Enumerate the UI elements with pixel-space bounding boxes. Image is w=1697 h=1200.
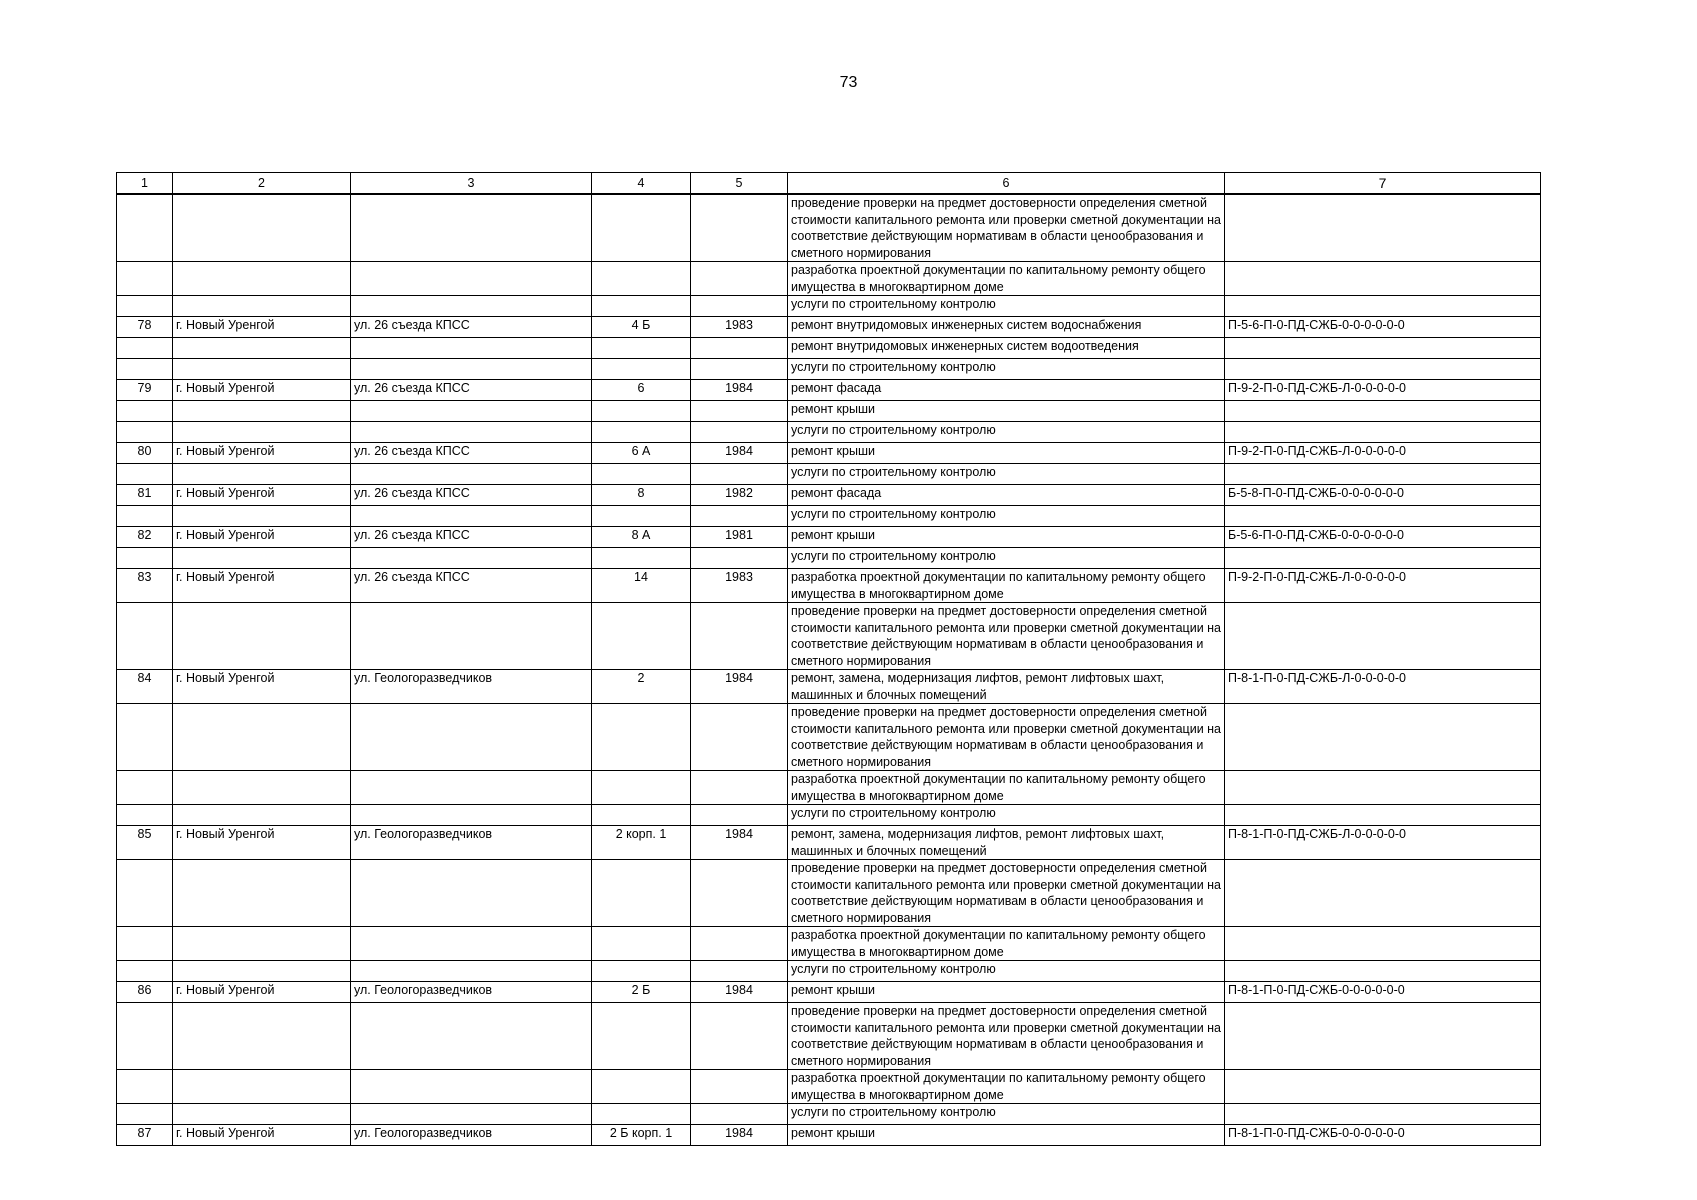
cell-street [351, 860, 592, 927]
cell-street: ул. Геологоразведчиков [351, 1125, 592, 1146]
cell-house-number [592, 506, 691, 527]
table-row [117, 527, 1541, 548]
register-table [116, 172, 1541, 1146]
cell-row-number [117, 805, 173, 826]
cell-street: ул. 26 съезда КПСС [351, 443, 592, 464]
cell-street [351, 464, 592, 485]
cell-house-number [592, 927, 691, 961]
cell-row-number: 83 [117, 569, 173, 603]
cell-row-number [117, 262, 173, 296]
cell-building-code: П-9-2-П-0-ПД-СЖБ-Л-0-0-0-0-0 [1225, 380, 1541, 401]
cell-city: г. Новый Уренгой [173, 569, 351, 603]
cell-house-number [592, 771, 691, 805]
cell-building-code [1225, 603, 1541, 670]
cell-work-type: ремонт крыши [788, 527, 1225, 548]
cell-building-code [1225, 422, 1541, 443]
cell-house-number [592, 401, 691, 422]
cell-work-type: проведение проверки на предмет достоверности определения сметной стоимости капитального ремонта или проверки сметной документации на соответствие действующим нормативам в области ценообразования и сметного нормирования [788, 603, 1225, 670]
cell-building-code: П-8-1-П-0-ПД-СЖБ-Л-0-0-0-0-0 [1225, 670, 1541, 704]
cell-year-built [691, 338, 788, 359]
cell-row-number: 80 [117, 443, 173, 464]
cell-year-built [691, 262, 788, 296]
column-header: 6 [788, 173, 1225, 195]
cell-house-number [592, 548, 691, 569]
cell-year-built [691, 1003, 788, 1070]
cell-year-built [691, 296, 788, 317]
cell-work-type: ремонт внутридомовых инженерных систем водоснабжения [788, 317, 1225, 338]
table-row [117, 704, 1541, 771]
cell-building-code [1225, 805, 1541, 826]
cell-work-type: услуги по строительному контролю [788, 805, 1225, 826]
table-row [117, 860, 1541, 927]
cell-street: ул. 26 съезда КПСС [351, 380, 592, 401]
cell-work-type: ремонт крыши [788, 401, 1225, 422]
cell-work-type: проведение проверки на предмет достоверности определения сметной стоимости капитального ремонта или проверки сметной документации на соответствие действующим нормативам в области ценообразования и сметного нормирования [788, 194, 1225, 262]
cell-building-code: П-8-1-П-0-ПД-СЖБ-0-0-0-0-0-0 [1225, 1125, 1541, 1146]
table-row [117, 805, 1541, 826]
cell-building-code [1225, 771, 1541, 805]
table-row [117, 961, 1541, 982]
cell-year-built: 1984 [691, 1125, 788, 1146]
cell-city: г. Новый Уренгой [173, 380, 351, 401]
cell-work-type: проведение проверки на предмет достоверности определения сметной стоимости капитального ремонта или проверки сметной документации на соответствие действующим нормативам в области ценообразования и сметного нормирования [788, 860, 1225, 927]
cell-row-number [117, 506, 173, 527]
cell-city [173, 359, 351, 380]
cell-work-type: ремонт внутридомовых инженерных систем водоотведения [788, 338, 1225, 359]
cell-row-number [117, 464, 173, 485]
table-row [117, 1003, 1541, 1070]
cell-year-built [691, 194, 788, 262]
cell-row-number: 84 [117, 670, 173, 704]
cell-house-number [592, 860, 691, 927]
cell-street: ул. 26 съезда КПСС [351, 527, 592, 548]
cell-year-built: 1981 [691, 527, 788, 548]
cell-city [173, 422, 351, 443]
cell-row-number [117, 1104, 173, 1125]
cell-street [351, 194, 592, 262]
cell-year-built [691, 927, 788, 961]
cell-row-number [117, 401, 173, 422]
cell-street [351, 262, 592, 296]
cell-row-number: 82 [117, 527, 173, 548]
cell-year-built [691, 805, 788, 826]
cell-row-number: 85 [117, 826, 173, 860]
table-row [117, 485, 1541, 506]
cell-city [173, 262, 351, 296]
cell-work-type: услуги по строительному контролю [788, 1104, 1225, 1125]
cell-house-number [592, 338, 691, 359]
table-row [117, 296, 1541, 317]
cell-work-type: проведение проверки на предмет достоверности определения сметной стоимости капитального ремонта или проверки сметной документации на соответствие действующим нормативам в области ценообразования и сметного нормирования [788, 704, 1225, 771]
cell-building-code [1225, 704, 1541, 771]
cell-city [173, 927, 351, 961]
cell-building-code: П-9-2-П-0-ПД-СЖБ-Л-0-0-0-0-0 [1225, 443, 1541, 464]
table-row [117, 194, 1541, 262]
cell-row-number [117, 548, 173, 569]
cell-house-number [592, 603, 691, 670]
cell-year-built: 1983 [691, 317, 788, 338]
table-row [117, 982, 1541, 1003]
cell-city [173, 805, 351, 826]
column-header: 4 [592, 173, 691, 195]
cell-city [173, 464, 351, 485]
cell-city [173, 860, 351, 927]
cell-street: ул. 26 съезда КПСС [351, 317, 592, 338]
cell-street [351, 927, 592, 961]
table-row [117, 506, 1541, 527]
cell-row-number [117, 704, 173, 771]
cell-street [351, 401, 592, 422]
column-header: 2 [173, 173, 351, 195]
cell-work-type: разработка проектной документации по капитальному ремонту общего имущества в многоквартирном доме [788, 1070, 1225, 1104]
cell-house-number [592, 464, 691, 485]
cell-building-code [1225, 548, 1541, 569]
table-row [117, 443, 1541, 464]
cell-city [173, 401, 351, 422]
cell-street: ул. 26 съезда КПСС [351, 485, 592, 506]
cell-year-built: 1984 [691, 982, 788, 1003]
cell-year-built [691, 464, 788, 485]
cell-city: г. Новый Уренгой [173, 1125, 351, 1146]
cell-work-type: ремонт крыши [788, 443, 1225, 464]
cell-street [351, 805, 592, 826]
cell-house-number [592, 1003, 691, 1070]
cell-house-number [592, 704, 691, 771]
cell-city: г. Новый Уренгой [173, 982, 351, 1003]
cell-building-code [1225, 296, 1541, 317]
cell-row-number [117, 961, 173, 982]
cell-house-number [592, 262, 691, 296]
cell-building-code: П-5-6-П-0-ПД-СЖБ-0-0-0-0-0-0 [1225, 317, 1541, 338]
cell-row-number [117, 860, 173, 927]
cell-building-code: П-9-2-П-0-ПД-СЖБ-Л-0-0-0-0-0 [1225, 569, 1541, 603]
table-row [117, 401, 1541, 422]
cell-city [173, 771, 351, 805]
cell-city [173, 506, 351, 527]
cell-year-built [691, 1104, 788, 1125]
cell-building-code [1225, 506, 1541, 527]
cell-house-number [592, 422, 691, 443]
cell-city: г. Новый Уренгой [173, 485, 351, 506]
table-row [117, 826, 1541, 860]
cell-building-code: П-8-1-П-0-ПД-СЖБ-Л-0-0-0-0-0 [1225, 826, 1541, 860]
table-row [117, 1104, 1541, 1125]
table-body [117, 194, 1541, 1146]
cell-city [173, 1070, 351, 1104]
cell-work-type: разработка проектной документации по капитальному ремонту общего имущества в многоквартирном доме [788, 771, 1225, 805]
cell-house-number: 2 Б корп. 1 [592, 1125, 691, 1146]
cell-street [351, 422, 592, 443]
table-row [117, 603, 1541, 670]
cell-row-number [117, 771, 173, 805]
cell-house-number [592, 1104, 691, 1125]
cell-house-number: 2 корп. 1 [592, 826, 691, 860]
cell-building-code [1225, 927, 1541, 961]
cell-row-number [117, 194, 173, 262]
cell-city: г. Новый Уренгой [173, 826, 351, 860]
cell-house-number: 8 [592, 485, 691, 506]
column-header: 3 [351, 173, 592, 195]
table-row [117, 569, 1541, 603]
cell-row-number [117, 1003, 173, 1070]
cell-street [351, 961, 592, 982]
table-row [117, 927, 1541, 961]
cell-row-number [117, 296, 173, 317]
cell-city [173, 704, 351, 771]
cell-building-code [1225, 262, 1541, 296]
table-row [117, 1070, 1541, 1104]
cell-street [351, 296, 592, 317]
cell-street: ул. 26 съезда КПСС [351, 569, 592, 603]
cell-house-number [592, 359, 691, 380]
cell-year-built [691, 359, 788, 380]
cell-work-type: ремонт, замена, модернизация лифтов, ремонт лифтовых шахт, машинных и блочных помещений [788, 670, 1225, 704]
cell-city [173, 1003, 351, 1070]
cell-year-built [691, 548, 788, 569]
cell-building-code [1225, 961, 1541, 982]
cell-work-type: услуги по строительному контролю [788, 961, 1225, 982]
cell-year-built [691, 1070, 788, 1104]
cell-year-built [691, 771, 788, 805]
cell-house-number: 14 [592, 569, 691, 603]
cell-building-code [1225, 338, 1541, 359]
cell-year-built: 1984 [691, 380, 788, 401]
cell-street [351, 1003, 592, 1070]
cell-house-number [592, 805, 691, 826]
cell-building-code [1225, 401, 1541, 422]
cell-house-number: 8 А [592, 527, 691, 548]
cell-city [173, 296, 351, 317]
cell-year-built [691, 704, 788, 771]
cell-year-built [691, 422, 788, 443]
cell-row-number: 78 [117, 317, 173, 338]
cell-row-number [117, 422, 173, 443]
cell-building-code [1225, 1070, 1541, 1104]
cell-city [173, 338, 351, 359]
cell-building-code [1225, 194, 1541, 262]
cell-building-code [1225, 359, 1541, 380]
cell-house-number: 6 [592, 380, 691, 401]
cell-city: г. Новый Уренгой [173, 527, 351, 548]
cell-row-number: 87 [117, 1125, 173, 1146]
cell-street: ул. Геологоразведчиков [351, 982, 592, 1003]
cell-row-number [117, 603, 173, 670]
cell-house-number: 2 [592, 670, 691, 704]
cell-year-built: 1983 [691, 569, 788, 603]
header-row [117, 173, 1541, 195]
table-row [117, 359, 1541, 380]
cell-work-type: услуги по строительному контролю [788, 359, 1225, 380]
cell-row-number: 79 [117, 380, 173, 401]
cell-year-built: 1984 [691, 443, 788, 464]
cell-house-number: 6 А [592, 443, 691, 464]
cell-building-code: П-8-1-П-0-ПД-СЖБ-0-0-0-0-0-0 [1225, 982, 1541, 1003]
cell-street: ул. Геологоразведчиков [351, 826, 592, 860]
cell-street [351, 771, 592, 805]
cell-building-code: Б-5-8-П-0-ПД-СЖБ-0-0-0-0-0-0 [1225, 485, 1541, 506]
cell-year-built: 1984 [691, 826, 788, 860]
cell-row-number: 81 [117, 485, 173, 506]
cell-work-type: ремонт крыши [788, 982, 1225, 1003]
cell-city [173, 1104, 351, 1125]
cell-house-number [592, 296, 691, 317]
cell-street: ул. Геологоразведчиков [351, 670, 592, 704]
cell-work-type: проведение проверки на предмет достоверности определения сметной стоимости капитального ремонта или проверки сметной документации на соответствие действующим нормативам в области ценообразования и сметного нормирования [788, 1003, 1225, 1070]
cell-work-type: услуги по строительному контролю [788, 422, 1225, 443]
cell-work-type: разработка проектной документации по капитальному ремонту общего имущества в многоквартирном доме [788, 569, 1225, 603]
table-row [117, 1125, 1541, 1146]
table-row [117, 262, 1541, 296]
cell-year-built: 1984 [691, 670, 788, 704]
table-row [117, 771, 1541, 805]
page-number: 73 [839, 74, 858, 91]
cell-building-code: Б-5-6-П-0-ПД-СЖБ-0-0-0-0-0-0 [1225, 527, 1541, 548]
cell-row-number [117, 927, 173, 961]
column-header: 5 [691, 173, 788, 195]
cell-street [351, 1104, 592, 1125]
cell-house-number: 4 Б [592, 317, 691, 338]
cell-street [351, 338, 592, 359]
cell-year-built [691, 961, 788, 982]
cell-house-number: 2 Б [592, 982, 691, 1003]
cell-building-code [1225, 860, 1541, 927]
cell-building-code [1225, 1104, 1541, 1125]
cell-street [351, 704, 592, 771]
cell-year-built [691, 506, 788, 527]
cell-work-type: услуги по строительному контролю [788, 548, 1225, 569]
cell-work-type: ремонт крыши [788, 1125, 1225, 1146]
cell-work-type: разработка проектной документации по капитальному ремонту общего имущества в многоквартирном доме [788, 262, 1225, 296]
cell-street [351, 506, 592, 527]
cell-year-built [691, 603, 788, 670]
cell-row-number [117, 359, 173, 380]
cell-city: г. Новый Уренгой [173, 443, 351, 464]
cell-row-number: 86 [117, 982, 173, 1003]
cell-house-number [592, 961, 691, 982]
column-header: 7 [1225, 173, 1541, 195]
cell-street [351, 548, 592, 569]
table-row [117, 422, 1541, 443]
cell-city: г. Новый Уренгой [173, 317, 351, 338]
cell-year-built: 1982 [691, 485, 788, 506]
cell-city [173, 603, 351, 670]
cell-house-number [592, 194, 691, 262]
cell-year-built [691, 401, 788, 422]
cell-year-built [691, 860, 788, 927]
cell-row-number [117, 338, 173, 359]
table-row [117, 338, 1541, 359]
column-header: 1 [117, 173, 173, 195]
cell-street [351, 603, 592, 670]
cell-city [173, 961, 351, 982]
table-row [117, 548, 1541, 569]
table-row [117, 670, 1541, 704]
cell-street [351, 359, 592, 380]
cell-city [173, 548, 351, 569]
cell-work-type: услуги по строительному контролю [788, 464, 1225, 485]
cell-house-number [592, 1070, 691, 1104]
cell-city: г. Новый Уренгой [173, 670, 351, 704]
cell-row-number [117, 1070, 173, 1104]
cell-street [351, 1070, 592, 1104]
cell-building-code [1225, 1003, 1541, 1070]
cell-work-type: услуги по строительному контролю [788, 296, 1225, 317]
table-row [117, 317, 1541, 338]
cell-work-type: ремонт, замена, модернизация лифтов, ремонт лифтовых шахт, машинных и блочных помещений [788, 826, 1225, 860]
cell-city [173, 194, 351, 262]
cell-work-type: ремонт фасада [788, 380, 1225, 401]
cell-building-code [1225, 464, 1541, 485]
table-row [117, 380, 1541, 401]
table-row [117, 464, 1541, 485]
cell-work-type: ремонт фасада [788, 485, 1225, 506]
cell-work-type: услуги по строительному контролю [788, 506, 1225, 527]
cell-work-type: разработка проектной документации по капитальному ремонту общего имущества в многоквартирном доме [788, 927, 1225, 961]
